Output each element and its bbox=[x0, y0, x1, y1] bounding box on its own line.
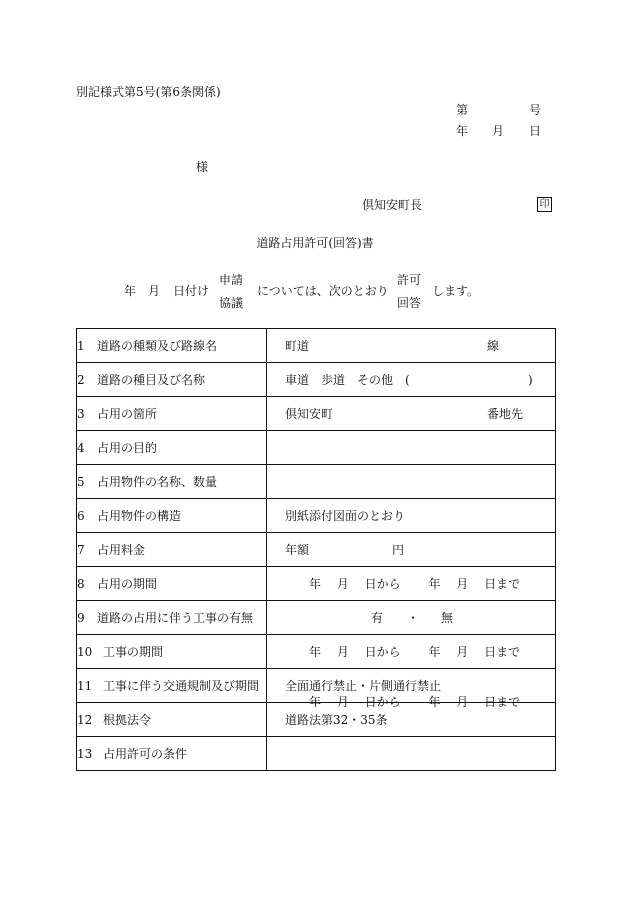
table-row bbox=[77, 737, 556, 771]
table-row bbox=[77, 397, 556, 431]
row-value bbox=[267, 499, 556, 533]
row-value bbox=[267, 363, 556, 397]
permit-details-table bbox=[76, 328, 556, 771]
row-label bbox=[77, 431, 267, 465]
row-value bbox=[267, 431, 556, 465]
row-label bbox=[77, 601, 267, 635]
addressee-honorific: 様 bbox=[196, 160, 209, 174]
row-label bbox=[77, 397, 267, 431]
lead-middle-text: については、次のとおり bbox=[257, 284, 389, 298]
table-row bbox=[77, 329, 556, 363]
traffic-restriction-types: 全面通行禁止・片側通行禁止 bbox=[285, 679, 442, 693]
row-number: 2 bbox=[77, 373, 85, 387]
row-label-text: 道路の占用に伴う工事の有無 bbox=[97, 611, 254, 625]
row-label bbox=[77, 329, 267, 363]
table-row bbox=[77, 499, 556, 533]
option-response: 回答 bbox=[397, 296, 422, 310]
row-value bbox=[267, 465, 556, 499]
row-value bbox=[267, 397, 556, 431]
row-value bbox=[267, 567, 556, 601]
seal-mark: 印 bbox=[537, 197, 552, 212]
row-label-text: 占用物件の構造 bbox=[97, 509, 182, 523]
lead-end-text: します。 bbox=[432, 284, 480, 298]
row-label bbox=[77, 465, 267, 499]
location-town: 倶知安町 bbox=[285, 406, 334, 421]
road-line-suffix: 線 bbox=[487, 338, 500, 353]
issue-date-month: 月 bbox=[492, 124, 505, 138]
issue-date-day: 日 bbox=[529, 124, 542, 138]
construction-separator: ・ bbox=[407, 610, 420, 625]
row-number: 12 bbox=[77, 713, 93, 727]
legal-basis: 道路法第32・35条 bbox=[285, 712, 388, 727]
occupancy-period: 年 月 日から 年 月 日まで bbox=[309, 576, 521, 591]
table-row bbox=[77, 601, 556, 635]
row-value bbox=[267, 329, 556, 363]
lead-year: 年 bbox=[124, 284, 137, 298]
row-label bbox=[77, 703, 267, 737]
issuer-name: 倶知安町長 bbox=[362, 198, 423, 212]
row-number: 8 bbox=[77, 577, 85, 591]
row-label-text: 占用の期間 bbox=[97, 577, 158, 591]
row-value bbox=[267, 737, 556, 771]
table-row bbox=[77, 635, 556, 669]
row-value bbox=[267, 601, 556, 635]
row-label-text: 工事に伴う交通規制及び期間 bbox=[103, 679, 260, 693]
row-label bbox=[77, 567, 267, 601]
row-label bbox=[77, 635, 267, 669]
row-number: 3 bbox=[77, 407, 85, 421]
row-label-text: 根拠法令 bbox=[103, 713, 152, 727]
construction-no: 無 bbox=[441, 610, 454, 625]
table-row bbox=[77, 431, 556, 465]
option-application: 申請 bbox=[219, 273, 244, 287]
row-label-text: 占用の箇所 bbox=[97, 407, 158, 421]
row-number: 10 bbox=[77, 645, 93, 659]
table-row bbox=[77, 703, 556, 737]
row-label bbox=[77, 669, 267, 703]
row-label-text: 占用許可の条件 bbox=[103, 747, 188, 761]
location-lot-suffix: 番地先 bbox=[487, 406, 524, 421]
row-number: 11 bbox=[77, 679, 93, 693]
traffic-restriction-period: 年 月 日から 年 月 日まで bbox=[309, 695, 521, 709]
option-permission: 許可 bbox=[397, 273, 422, 287]
row-number: 6 bbox=[77, 509, 85, 523]
issue-date-year: 年 bbox=[456, 124, 469, 138]
road-type-prefix: 町道 bbox=[285, 338, 310, 353]
row-value bbox=[267, 669, 556, 709]
document-title: 道路占用許可(回答)書 bbox=[256, 236, 374, 250]
row-label-text: 工事の期間 bbox=[103, 645, 164, 659]
lead-month: 月 bbox=[148, 284, 161, 298]
table-row bbox=[77, 465, 556, 499]
table-row bbox=[77, 669, 556, 703]
road-category-options: 車道 歩道 その他 ( bbox=[285, 372, 410, 387]
row-label-text: 道路の種目及び名称 bbox=[97, 373, 206, 387]
row-label-text: 道路の種類及び路線名 bbox=[97, 339, 218, 353]
row-label-text: 占用料金 bbox=[97, 543, 146, 557]
row-label bbox=[77, 737, 267, 771]
construction-yes: 有 bbox=[371, 610, 384, 625]
row-label bbox=[77, 499, 267, 533]
row-number: 9 bbox=[77, 611, 85, 625]
row-number: 1 bbox=[77, 339, 85, 353]
fee-annual-label: 年額 bbox=[285, 542, 310, 557]
road-category-close-paren: ) bbox=[528, 372, 533, 387]
fee-yen-suffix: 円 bbox=[392, 542, 405, 557]
row-number: 7 bbox=[77, 543, 85, 557]
row-value bbox=[267, 635, 556, 669]
structure-note: 別紙添付図面のとおり bbox=[285, 508, 406, 523]
row-value bbox=[267, 703, 556, 737]
row-number: 5 bbox=[77, 475, 85, 489]
row-value bbox=[267, 533, 556, 567]
construction-period: 年 月 日から 年 月 日まで bbox=[309, 644, 521, 659]
lead-dated: 日付け bbox=[173, 284, 210, 298]
row-label bbox=[77, 363, 267, 397]
table-row bbox=[77, 363, 556, 397]
document-number-suffix: 号 bbox=[529, 103, 542, 117]
form-identifier: 別記様式第5号(第6条関係) bbox=[76, 85, 221, 99]
table-row bbox=[77, 567, 556, 601]
row-number: 13 bbox=[77, 747, 93, 761]
table-row bbox=[77, 533, 556, 567]
row-label-text: 占用物件の名称、数量 bbox=[97, 475, 218, 489]
row-label-text: 占用の目的 bbox=[97, 441, 158, 455]
document-number-label: 第 bbox=[456, 103, 469, 117]
row-label bbox=[77, 533, 267, 567]
row-number: 4 bbox=[77, 441, 85, 455]
option-consultation: 協議 bbox=[219, 296, 244, 310]
